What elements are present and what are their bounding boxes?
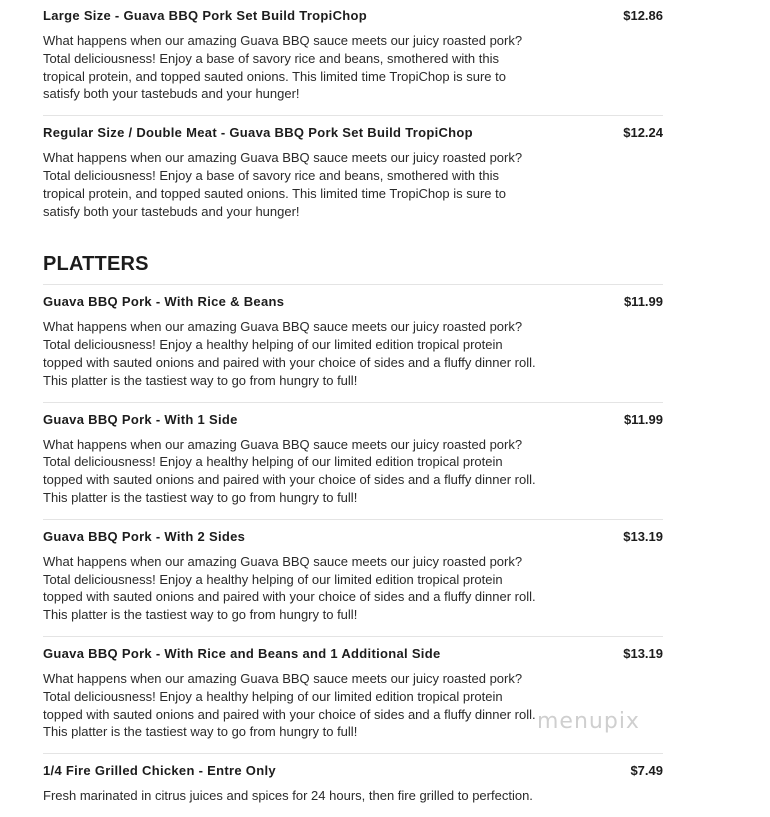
watermark-logo: menupix: [537, 709, 640, 734]
menu-item-name: Guava BBQ Pork - With 2 Sides: [43, 528, 246, 544]
menu-item[interactable]: [43, 0, 663, 115]
menu-item-price: $13.19: [623, 645, 663, 661]
menu-item-price: $12.24: [623, 125, 663, 141]
menu-item-description: What happens when our amazing Guava BBQ sauce meets our juicy roasted pork? Total deliciousness! Enjoy a healthy helping of our limited edition tropical protein topped with sauted onions and paired with your choice of sides and a fluffy dinner roll. This platter is the tastiest way to go from hungry to full!: [43, 319, 536, 388]
menu-item[interactable]: [43, 636, 663, 753]
menu-item-description: What happens when our amazing Guava BBQ sauce meets our juicy roasted pork? Total deliciousness! Enjoy a healthy helping of our limited edition tropical protein topped with sauted onions and paired with your choice of sides and a fluffy dinner roll. This platter is the tastiest way to go from hungry to full!: [43, 670, 536, 740]
menu-item-description: What happens when our amazing Guava BBQ sauce meets our juicy roasted pork? Total deliciousness! Enjoy a healthy helping of our limited edition tropical protein topped with sauted onions and paired with your choice of sides and a fluffy dinner roll. This platter is the tastiest way to go from hungry to full!: [43, 553, 536, 623]
menu-item-header: [43, 294, 663, 312]
menu-item-header: [43, 412, 663, 430]
menu-item-description: Fresh marinated in citrus juices and spices for 24 hours, then fire grilled to perfection.: [43, 788, 533, 804]
menu-item-header: [43, 763, 663, 781]
menu-item-header: [43, 529, 663, 547]
menu-item-name: Guava BBQ Pork - With Rice and Beans and 1 Additional Side: [43, 645, 441, 661]
menu-item-name: 1/4 Fire Grilled Chicken - Entre Only: [43, 763, 276, 779]
menu-item-price: $7.49: [630, 763, 663, 779]
menu-item-header: [43, 125, 663, 143]
menu-item-price: $13.19: [623, 528, 663, 544]
menu-item-price: $11.99: [623, 294, 663, 310]
menu-item-name: Guava BBQ Pork - With Rice & Beans: [43, 294, 285, 310]
menu-item[interactable]: [43, 115, 663, 232]
menu-item-price: $12.86: [623, 8, 663, 23]
menu-item[interactable]: [43, 753, 663, 817]
menu-item[interactable]: [43, 284, 663, 401]
menu-item-description: What happens when our amazing Guava BBQ sauce meets our juicy roasted pork? Total deliciousness! Enjoy a healthy helping of our limited edition tropical protein topped with sauted onions and paired with your choice of sides and a fluffy dinner roll. This platter is the tastiest way to go from hungry to full!: [43, 436, 536, 505]
menu-item[interactable]: [43, 402, 663, 519]
menu-item-header: [43, 8, 663, 26]
menu-item-name: Large Size - Guava BBQ Pork Set Build TropiChop: [43, 8, 367, 23]
menu-item-name: Guava BBQ Pork - With 1 Side: [43, 411, 238, 427]
menu-item-price: $11.99: [623, 411, 663, 427]
section-title-platters: PLATTERS: [43, 253, 149, 276]
menu-item[interactable]: [43, 519, 663, 636]
menu-item-name: Regular Size / Double Meat - Guava BBQ Pork Set Build TropiChop: [43, 125, 473, 141]
menu-item-header: [43, 646, 663, 664]
menu-list: [43, 0, 663, 817]
menu-item-description: What happens when our amazing Guava BBQ sauce meets our juicy roasted pork? Total deliciousness! Enjoy a base of savory rice and beans, smothered with this tropical protein, and topped sauted onions. This limited time TropiChop is sure to satisfy both your tastebuds and your hunger!: [43, 150, 523, 219]
menu-item-description: What happens when our amazing Guava BBQ sauce meets our juicy roasted pork? Total deliciousness! Enjoy a base of savory rice and beans, smothered with this tropical protein, and topped sauted onions. This limited time TropiChop is sure to satisfy both your tastebuds and your hunger!: [43, 33, 523, 102]
